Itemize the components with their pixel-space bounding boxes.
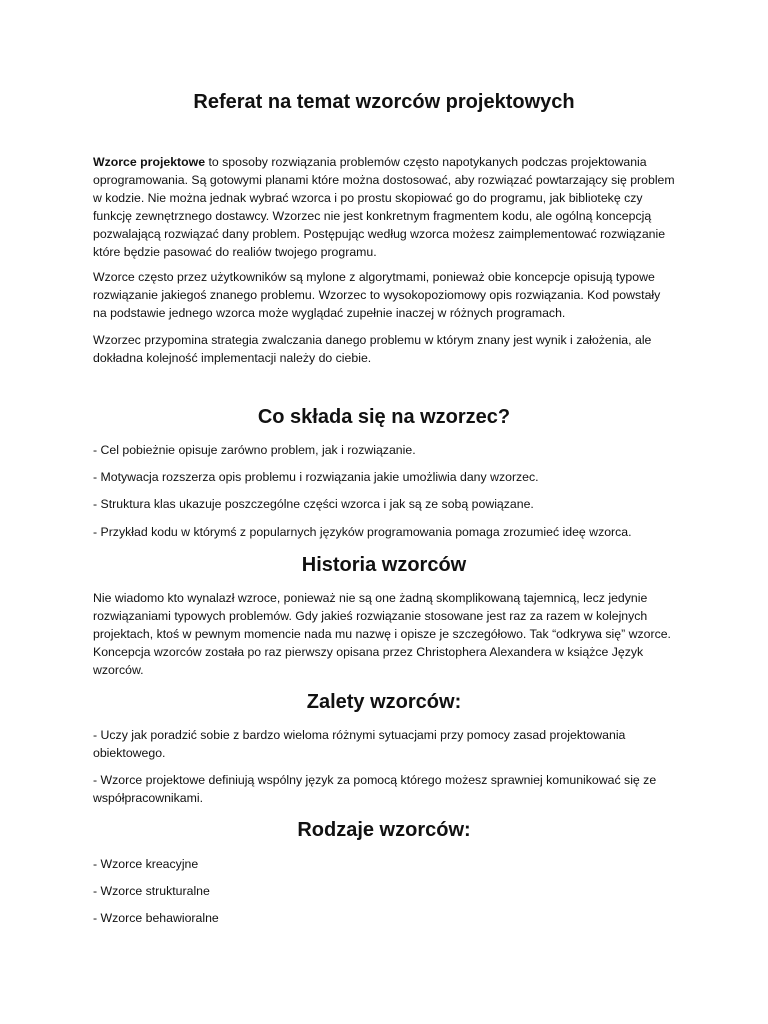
- document-title: Referat na temat wzorców projektowych: [193, 91, 575, 113]
- list-item: - Wzorce strukturalne: [93, 884, 210, 898]
- advantage-item-1: [93, 726, 677, 762]
- intro-bold-lead: Wzorce projektowe: [93, 155, 206, 169]
- list-item: - Cel pobieżnie opisuje zarówno problem, jak i rozwiązanie.: [93, 443, 416, 457]
- history-paragraph: Nie wiadomo kto wynalazł wzroce, ponieważ nie są one żadną skomplikowaną tajemnicą, lecz jedynie rozwiązaniami typowych problemów. Gdy jakieś rozwiązanie stosowane jest raz za razem w kolejnych projektach, ktoś w pewnym momencie nada mu nazwę i opisze je szczegółowo. Tak “odkrywa się” wzorce. Koncepcja wzorców została po raz pierwszy opisana przez Christophera Alexandera w książce Język wzorców.: [93, 591, 671, 677]
- intro-paragraph-1-text: to sposoby rozwiązania problemów często napotykanych podczas projektowania oprogramowania. Są gotowymi planami które można dostosować, aby rozwiązać powtarzający się problem w kodzie. Nie można jednak wybrać wzorca i po prostu skopiować go do programu, jak bibliotekę czy funkcję zewnętrznego dostawcy. Wzorzec nie jest konkretnym fragmentem kodu, ale ogólną koncepcją pozwalającą rozwiązać dany problem. Postępując według wzorca możesz zaimplementować rozwiązanie które będzie pasować do realiów twojego programu.: [93, 155, 675, 259]
- intro-paragraph-2: Wzorce często przez użytkowników są mylone z algorytmami, ponieważ obie koncepcje opisują typowe rozwiązanie jakiegoś znanego problemu. Wzorzec to wysokopoziomowy opis rozwiązania. Kod powstały na podstawie jednego wzorca może wyglądać zupełnie inaczej w różnych programach.: [93, 270, 661, 320]
- heading-history: Historia wzorców: [301, 554, 467, 576]
- list-item: - Uczy jak poradzić sobie z bardzo wieloma różnymi sytuacjami przy pomocy zasad projektowania obiektowego.: [93, 728, 626, 760]
- heading-advantages: Zalety wzorców:: [306, 691, 462, 713]
- list-item: - Przykład kodu w którymś z popularnych języków programowania pomaga zrozumieć ideę wzorca.: [93, 525, 632, 539]
- list-item: - Motywacja rozszerza opis problemu i rozwiązania jakie umożliwia dany wzorzec.: [93, 470, 539, 484]
- list-item: - Wzorce projektowe definiują wspólny język za pomocą którego możesz sprawniej komunikować się ze współpracownikami.: [93, 773, 657, 805]
- advantage-item-2: [93, 771, 677, 807]
- list-item: - Struktura klas ukazuje poszczególne części wzorca i jak są ze sobą powiązane.: [93, 497, 534, 511]
- list-item: - Wzorce kreacyjne: [93, 857, 199, 871]
- list-item: - Wzorce behawioralne: [93, 911, 219, 925]
- heading-types: Rodzaje wzorców:: [297, 819, 471, 841]
- heading-components: Co składa się na wzorzec?: [257, 406, 511, 428]
- intro-paragraph-1: [93, 153, 677, 261]
- intro-paragraph-3: Wzorzec przypomina strategia zwalczania danego problemu w którym znany jest wynik i założenia, ale dokładna kolejność implementacji należy do ciebie.: [93, 333, 652, 365]
